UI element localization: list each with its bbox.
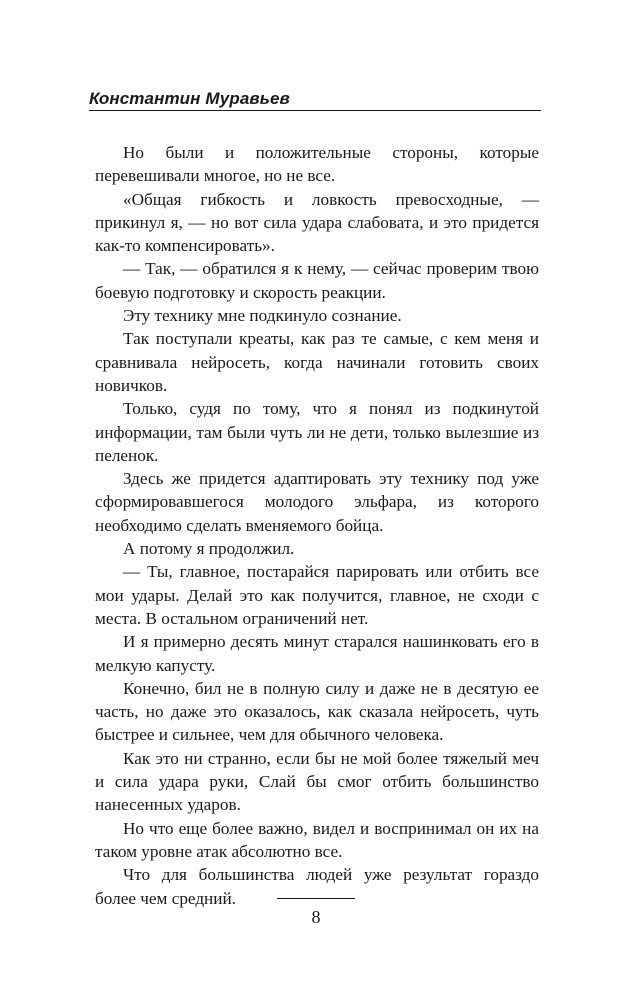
paragraph: Только, судя по тому, что я понял из подкинутой информации, там были чуть ли не дети, только вылезшие из пеленок. [95, 399, 539, 465]
paragraph: Как это ни странно, если бы не мой более тяжелый меч и сила удара руки, Слай бы смог отбить большинство нанесенных ударов. [95, 748, 539, 815]
paragraph: И я примерно десять минут старался нашинковать его в мелкую капусту. [95, 632, 539, 675]
body-text [95, 141, 539, 910]
paragraph: Но что еще более важно, видел и воспринимал он их на таком уровне атак абсолютно все. [95, 818, 539, 861]
paragraph: — Так, — обратился я к нему, — сейчас проверим твою боевую подготовку и скорость реакции. [95, 259, 539, 302]
paragraph: Так поступали креаты, как раз те самые, с кем меня и сравнивала нейросеть, когда начинали готовить своих новичков. [95, 329, 539, 395]
header-rule [89, 110, 541, 111]
paragraph: А потому я продолжил. [123, 539, 295, 559]
paragraph: Что для большинства людей уже результат гораздо более чем средний. [95, 865, 539, 908]
paragraph: Эту технику мне подкинуло сознание. [123, 306, 402, 326]
running-head-author: Константин Муравьев [89, 89, 290, 108]
page-number: 8 [311, 907, 321, 927]
paragraph: Здесь же придется адаптировать эту технику под уже сформировавшегося молодого эльфара, из которого необходимо сделать вменяемого бойца. [95, 469, 539, 535]
footer-rule [277, 898, 355, 899]
paragraph: — Ты, главное, постарайся парировать или отбить все мои удары. Делай это как получится, главное, не сходи с места. В остальном ограничений нет. [95, 562, 539, 628]
paragraph: Но были и положительные стороны, которые перевешивали многое, но не все. [95, 143, 539, 186]
paragraph: «Общая гибкость и ловкость превосходные, — прикинул я, — но вот сила удара слабовата, и это придется как-то компенсировать». [95, 189, 539, 256]
paragraph: Конечно, бил не в полную силу и даже не в десятую ее часть, но даже это оказалось, как сказала нейросеть, чуть быстрее и сильнее, чем для обычного человека. [95, 678, 539, 745]
